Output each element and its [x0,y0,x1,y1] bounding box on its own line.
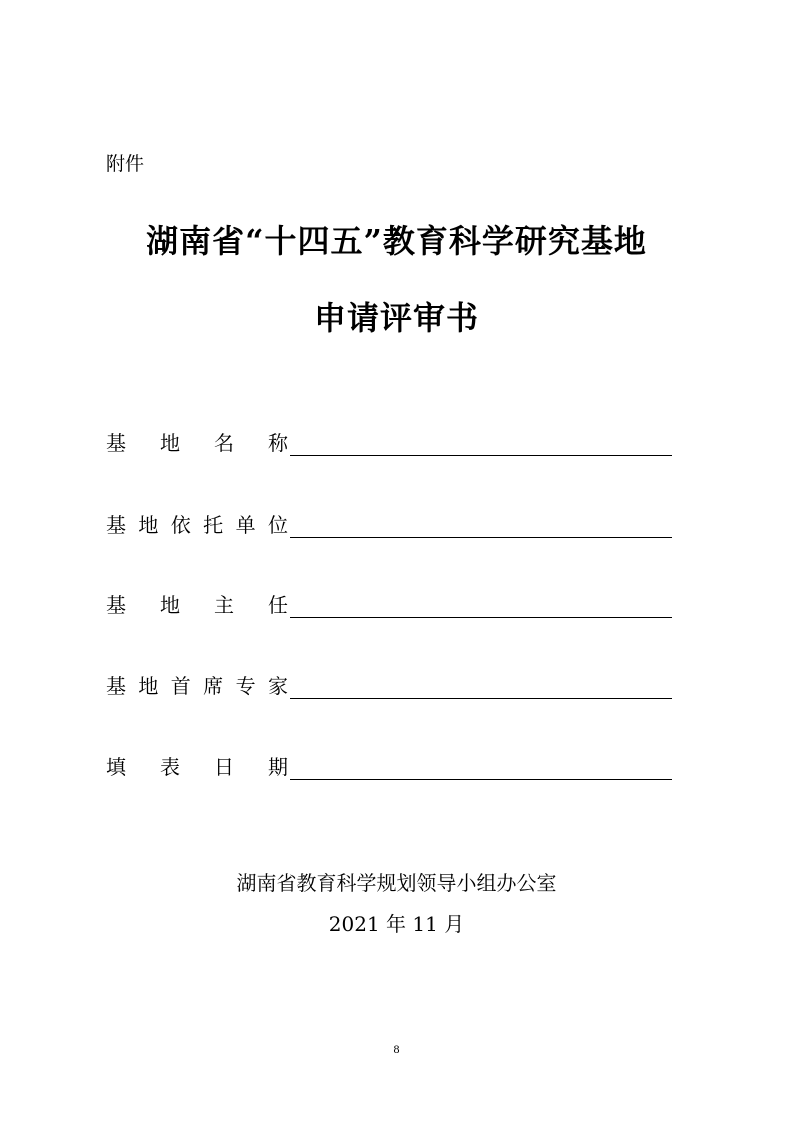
issue-date: 2021 年 11 月 [328,912,465,936]
label-char: 席 [203,674,224,698]
page-number: 8 [393,1042,400,1056]
label-char: 首 [170,674,191,698]
field-label-fill-date [106,752,288,782]
label-char: 基 [106,593,126,617]
label-char: 家 [267,674,288,698]
fill-line-director[interactable] [290,617,672,618]
label-char: 任 [268,593,288,617]
issuing-office: 湖南省教育科学规划领导小组办公室 [236,871,557,895]
label-char: 地 [160,593,180,617]
label-char: 地 [138,674,159,698]
label-char: 专 [235,674,256,698]
label-char: 表 [160,755,180,779]
label-char: 称 [268,431,288,455]
form-row-base-name [106,428,672,460]
label-char: 日 [214,755,234,779]
document-title-line2: 申请评审书 [313,299,479,337]
form-row-host-unit [106,510,672,542]
label-char: 基 [106,674,126,698]
label-char: 名 [214,431,234,455]
fill-line-chief-expert[interactable] [290,698,672,699]
label-char: 期 [268,755,288,779]
label-char: 依 [170,513,191,537]
form-row-chief-expert [106,671,672,703]
field-label-host-unit [106,510,288,540]
label-char: 地 [138,513,159,537]
fill-line-base-name[interactable] [290,455,672,456]
form-row-director [106,590,672,622]
field-label-chief-expert [106,671,288,701]
attachment-label: 附件 [106,153,145,175]
fill-line-fill-date[interactable] [290,779,672,780]
form-row-fill-date [106,752,672,784]
label-char: 填 [106,755,126,779]
label-char: 基 [106,431,126,455]
field-label-base-name [106,428,288,458]
label-char: 单 [235,513,256,537]
document-title-line1: 湖南省“十四五”教育科学研究基地 [146,222,647,260]
field-label-director [106,590,288,620]
label-char: 地 [160,431,180,455]
label-char: 主 [214,593,234,617]
label-char: 基 [106,513,126,537]
label-char: 托 [203,513,224,537]
label-char: 位 [267,513,288,537]
fill-line-host-unit[interactable] [290,537,672,538]
